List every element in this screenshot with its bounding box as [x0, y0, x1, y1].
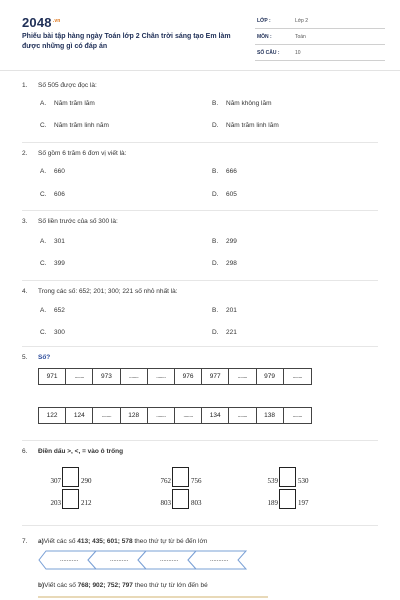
option-letter: B.	[212, 307, 219, 314]
question-7b	[22, 582, 382, 592]
option-d[interactable]	[212, 329, 237, 336]
option-text: 301	[54, 238, 65, 245]
meta-row-grade	[255, 15, 385, 29]
question-number: 2.	[22, 150, 28, 157]
question-2	[22, 150, 382, 198]
option-c[interactable]	[40, 329, 65, 336]
question-text: Điền dấu >, <, = vào ô trống	[38, 448, 124, 455]
option-a[interactable]	[40, 168, 65, 175]
left-number: 762	[160, 477, 171, 485]
option-letter: B.	[212, 100, 219, 107]
number-cell: 971	[39, 369, 66, 384]
arrow-blank[interactable]: ...........	[160, 557, 179, 563]
meta-key: SỐ CÂU :	[257, 50, 280, 56]
meta-value: Lớp 2	[295, 18, 309, 24]
part-numbers: 768; 902; 752; 797	[77, 582, 133, 589]
question-1	[22, 82, 382, 129]
left-number: 539	[267, 477, 278, 485]
ordering-arrows-b-partial	[38, 596, 268, 600]
left-number: 189	[267, 499, 278, 507]
option-d[interactable]	[212, 260, 237, 267]
right-number: 212	[81, 499, 92, 507]
option-b[interactable]	[212, 168, 237, 175]
question-number: 7.	[22, 538, 28, 545]
logo-text: 2048	[22, 15, 52, 30]
option-text: 299	[226, 238, 237, 245]
answer-box[interactable]	[172, 467, 189, 487]
number-cell: 138	[257, 408, 284, 423]
meta-value: Toán	[295, 34, 306, 40]
option-text: Năm không lăm	[226, 100, 272, 107]
option-c[interactable]	[40, 122, 109, 129]
blank-cell[interactable]: ........	[93, 408, 120, 423]
option-a[interactable]	[40, 307, 65, 314]
question-divider	[22, 440, 378, 441]
option-text: 605	[226, 191, 237, 198]
option-letter: D.	[212, 191, 219, 198]
option-a[interactable]	[40, 238, 65, 245]
question-number: 3.	[22, 218, 28, 225]
arrow-blank[interactable]: ...........	[110, 557, 129, 563]
option-text: 666	[226, 168, 237, 175]
option-b[interactable]	[212, 307, 237, 314]
question-number: 1.	[22, 82, 28, 89]
question-text: Số?	[38, 354, 51, 361]
answer-box[interactable]	[279, 467, 296, 487]
option-b[interactable]	[212, 100, 272, 107]
option-letter: C.	[40, 191, 47, 198]
right-number: 803	[191, 499, 202, 507]
blank-cell[interactable]: ........	[292, 373, 302, 380]
part-label: a)	[38, 538, 44, 545]
option-c[interactable]	[40, 260, 65, 267]
worksheet-title: Phiếu bài tập hàng ngày Toán lớp 2 Chân trời sáng tạo Em làm được những gì có đáp án	[22, 33, 231, 50]
meta-row-count	[255, 47, 385, 61]
option-letter: D.	[212, 260, 219, 267]
question-5	[22, 354, 382, 364]
header-divider	[0, 70, 400, 71]
option-a[interactable]	[40, 100, 95, 107]
blank-cell[interactable]: ........	[292, 412, 302, 419]
number-cell: 979	[257, 369, 284, 384]
number-sequence-row-1	[38, 368, 312, 385]
number-cell: 128	[121, 408, 148, 423]
question-number: 5.	[22, 354, 28, 361]
option-text: 221	[226, 329, 237, 336]
question-number: 4.	[22, 288, 28, 295]
question-text: Trong các số: 652; 201; 300; 221 số nhỏ nhất là:	[38, 288, 178, 295]
question-text-b	[38, 582, 208, 589]
meta-key: MÔN :	[257, 34, 272, 40]
blank-cell[interactable]: ........	[66, 369, 93, 384]
blank-cell[interactable]: ........	[148, 408, 175, 423]
answer-box[interactable]	[279, 489, 296, 509]
question-6	[22, 448, 382, 458]
worksheet-header	[12, 10, 388, 72]
question-divider	[22, 280, 378, 281]
meta-value: 10	[295, 50, 301, 56]
right-number: 197	[298, 499, 309, 507]
question-4	[22, 288, 382, 336]
number-cell: 122	[39, 408, 66, 423]
logo-suffix: .vn	[52, 18, 61, 24]
part-text: Viết các số	[44, 582, 78, 589]
number-cell: 973	[93, 369, 120, 384]
option-text: Năm trăm lăm	[54, 100, 95, 107]
option-letter: B.	[212, 168, 219, 175]
question-7	[22, 538, 382, 548]
option-text: 660	[54, 168, 65, 175]
question-3	[22, 218, 382, 267]
option-c[interactable]	[40, 191, 65, 198]
part-numbers: 413; 435; 601; 578	[77, 538, 133, 545]
blank-cell[interactable]: ........	[148, 369, 175, 384]
option-text: 652	[54, 307, 65, 314]
part-label: b)	[38, 582, 45, 589]
option-text: 399	[54, 260, 65, 267]
question-text: Số 505 được đọc là:	[38, 82, 97, 89]
option-letter: A.	[40, 238, 47, 245]
option-letter: A.	[40, 168, 47, 175]
meta-key: LỚP :	[257, 18, 271, 24]
option-letter: A.	[40, 100, 47, 107]
option-letter: D.	[212, 329, 219, 336]
right-number: 756	[191, 477, 202, 485]
arrow-blank[interactable]: ...........	[210, 557, 229, 563]
option-letter: A.	[40, 307, 47, 314]
question-divider	[22, 210, 378, 211]
left-number: 203	[50, 499, 61, 507]
option-letter: B.	[212, 238, 219, 245]
question-divider	[22, 142, 378, 143]
option-b[interactable]	[212, 238, 237, 245]
option-text: 300	[54, 329, 65, 336]
right-number: 290	[81, 477, 92, 485]
option-letter: D.	[212, 122, 219, 129]
answer-box[interactable]	[172, 489, 189, 509]
number-cell: 134	[202, 408, 229, 423]
option-d[interactable]	[212, 191, 237, 198]
part-text: theo thứ tự từ bé đến lớn	[132, 538, 208, 545]
number-cell: 977	[202, 369, 229, 384]
number-cell: 124	[66, 408, 93, 423]
question-text: Số liền trước của số 300 là:	[38, 218, 118, 225]
blank-cell[interactable]: ........	[229, 369, 256, 384]
blank-cell[interactable]: ........	[229, 408, 256, 423]
part-text: Viết các số	[43, 538, 78, 545]
question-text: Số gồm 6 trăm 6 đơn vị viết là:	[38, 150, 127, 157]
right-number: 530	[298, 477, 309, 485]
option-d[interactable]	[212, 122, 279, 129]
option-text: Năm trăm linh năm	[54, 122, 109, 129]
option-letter: C.	[40, 329, 47, 336]
option-letter: C.	[40, 260, 47, 267]
number-cell: 976	[175, 369, 202, 384]
blank-cell[interactable]: ........	[175, 408, 202, 423]
blank-cell[interactable]: ........	[121, 369, 148, 384]
left-number: 803	[160, 499, 171, 507]
meta-row-subject	[255, 31, 385, 45]
arrow-blank[interactable]: ...........	[60, 557, 79, 563]
option-text: 201	[226, 307, 237, 314]
answer-box[interactable]	[62, 467, 79, 487]
left-number: 307	[50, 477, 61, 485]
site-logo[interactable]	[22, 15, 61, 30]
option-letter: C.	[40, 122, 47, 129]
worksheet-meta	[255, 15, 385, 63]
number-sequence-row-2	[38, 407, 312, 424]
question-divider	[22, 525, 378, 526]
question-divider	[22, 346, 378, 347]
option-text: Năm trăm linh lăm	[226, 122, 279, 129]
question-text-a	[38, 538, 207, 545]
part-text: theo thứ tự từ lớn đến bé	[132, 582, 208, 589]
question-number: 6.	[22, 448, 28, 455]
answer-box[interactable]	[62, 489, 79, 509]
option-text: 298	[226, 260, 237, 267]
option-text: 606	[54, 191, 65, 198]
